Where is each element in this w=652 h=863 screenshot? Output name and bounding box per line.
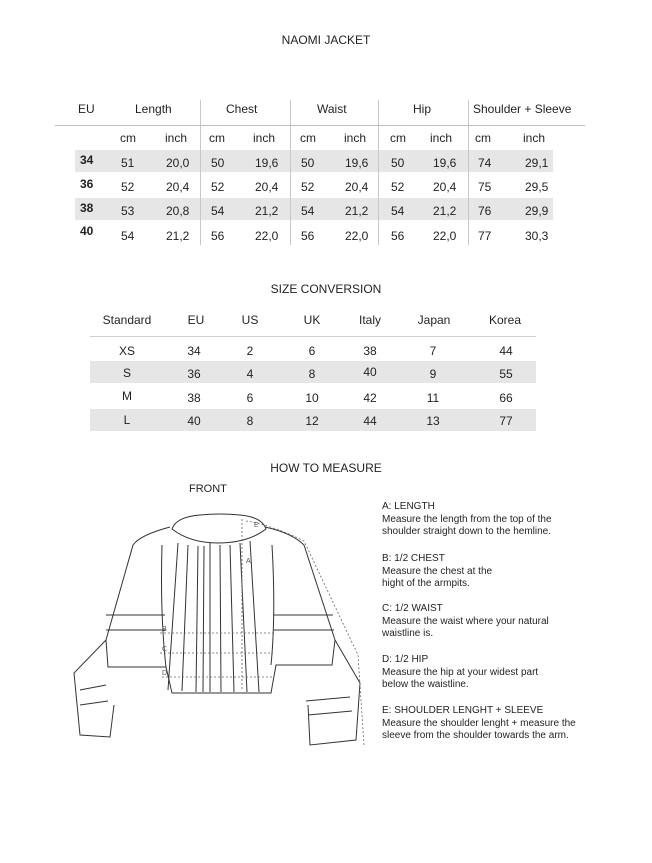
cell: 20,4 (345, 180, 369, 194)
cell: 19,6 (345, 156, 369, 170)
diagram-label-c: C (162, 646, 168, 653)
cell: 38 (187, 391, 201, 405)
cell: 54 (391, 204, 405, 218)
cell: 6 (308, 344, 316, 358)
cell: 12 (305, 414, 319, 428)
instruction-heading: C: 1/2 WAIST (382, 603, 443, 614)
unit-label: cm (475, 131, 491, 145)
how-to-measure-title: HOW TO MEASURE (270, 461, 382, 475)
cell: 50 (301, 156, 315, 170)
cell: 20,4 (433, 180, 457, 194)
cell: 8 (246, 414, 254, 428)
cell: 22,0 (255, 229, 279, 243)
unit-label: cm (120, 131, 136, 145)
cell: 13 (426, 414, 440, 428)
unit-label: inch (253, 131, 276, 145)
group-length: Length (135, 102, 172, 116)
instruction-text: Measure the length from the top of the shoulder straight down to the hemline. (382, 513, 552, 537)
instruction-heading: D: 1/2 HIP (382, 654, 429, 665)
cell: 76 (478, 204, 492, 218)
cell: 36 (187, 367, 201, 381)
header-eu: EU (78, 102, 95, 116)
unit-label: inch (430, 131, 453, 145)
header-us: US (241, 313, 259, 327)
cell: 19,6 (433, 156, 457, 170)
cell: XS (118, 344, 136, 358)
cell: 52 (211, 180, 225, 194)
cell: 7 (429, 344, 437, 358)
cell: 8 (308, 367, 316, 381)
cell: 54 (301, 204, 315, 218)
instruction-heading: E: SHOULDER LENGHT + SLEEVE (382, 705, 544, 716)
cell: 11 (426, 391, 440, 405)
cell: 42 (363, 391, 377, 405)
cell: 66 (499, 391, 513, 405)
unit-label: cm (390, 131, 406, 145)
cell: 29,5 (525, 180, 549, 194)
cell: 34 (187, 344, 201, 358)
header-italy: Italy (358, 313, 382, 327)
cell: 51 (121, 156, 135, 170)
cell: 19,6 (255, 156, 279, 170)
cell: 56 (391, 229, 405, 243)
cell: 20,4 (255, 180, 279, 194)
jacket-diagram (60, 505, 370, 755)
cell: 20,8 (166, 204, 190, 218)
header-eu: EU (187, 313, 205, 327)
cell: 4 (246, 367, 254, 381)
unit-label: inch (165, 131, 188, 145)
column-separator (200, 100, 201, 245)
cell: 44 (499, 344, 513, 358)
jacket-collar (172, 514, 266, 543)
instruction-hip (382, 654, 550, 692)
cell: 22,0 (433, 229, 457, 243)
unit-label: inch (344, 131, 367, 145)
cell: 53 (121, 204, 135, 218)
cell: 21,2 (255, 204, 279, 218)
front-label: FRONT (189, 483, 227, 495)
cell: 2 (246, 344, 254, 358)
group-hip: Hip (413, 102, 432, 116)
row-eu-size: 38 (80, 201, 94, 215)
cell: 40 (363, 365, 377, 379)
cell: 52 (391, 180, 405, 194)
diagram-label-a: A (246, 558, 251, 565)
instruction-shoulder-sleeve (382, 705, 597, 743)
cell: 56 (301, 229, 315, 243)
row-eu-size: 34 (80, 153, 94, 167)
cell: 38 (363, 344, 377, 358)
cell: 21,2 (345, 204, 369, 218)
header-korea: Korea (488, 313, 522, 327)
instruction-waist (382, 603, 557, 641)
group-chest: Chest (226, 102, 258, 116)
header-divider (90, 336, 536, 337)
cell: M (122, 389, 132, 403)
cell: 29,1 (525, 156, 549, 170)
diagram-label-e: E (254, 522, 259, 529)
row-eu-size: 40 (80, 224, 94, 238)
column-separator (378, 100, 379, 245)
group-waist: Waist (317, 102, 347, 116)
instruction-length (382, 501, 567, 539)
cell: 54 (211, 204, 225, 218)
cell: 50 (391, 156, 405, 170)
cell: L (123, 413, 131, 427)
header-japan: Japan (417, 313, 451, 327)
cell: 20,4 (166, 180, 190, 194)
cell: 77 (478, 229, 492, 243)
size-conversion-title: SIZE CONVERSION (270, 282, 382, 296)
cell: 21,2 (433, 204, 457, 218)
cell: 40 (187, 414, 201, 428)
instruction-heading: B: 1/2 CHEST (382, 553, 445, 564)
unit-label: cm (209, 131, 225, 145)
header-divider (55, 125, 585, 126)
instruction-text: Measure the waist where your natural waistline is. (382, 615, 549, 639)
instruction-chest (382, 553, 502, 591)
page-title: NAOMI JACKET (281, 33, 371, 47)
cell: 22,0 (345, 229, 369, 243)
instruction-heading: A: LENGTH (382, 501, 435, 512)
cell: 52 (301, 180, 315, 194)
cell: 30,3 (525, 229, 549, 243)
row-eu-size: 36 (80, 177, 94, 191)
column-separator (290, 100, 291, 245)
instruction-text: Measure the chest at the hight of the armpits. (382, 565, 493, 589)
cell: 21,2 (166, 229, 190, 243)
unit-label: inch (523, 131, 546, 145)
instruction-text: Measure the shoulder lenght + measure the sleeve from the shoulder towards the arm. (382, 717, 576, 741)
column-separator (468, 100, 469, 245)
instruction-text: Measure the hip at your widest part below the waistline. (382, 666, 539, 690)
group-shoulder-sleeve: Shoulder + Sleeve (473, 102, 572, 116)
cell: 77 (499, 414, 513, 428)
cell: 50 (211, 156, 225, 170)
unit-label: cm (300, 131, 316, 145)
cell: 9 (429, 367, 437, 381)
cell: 44 (363, 414, 377, 428)
cell: 74 (478, 156, 492, 170)
cell: 29,9 (525, 204, 549, 218)
cell: 10 (305, 391, 319, 405)
header-uk: UK (303, 313, 321, 327)
header-standard: Standard (102, 313, 152, 327)
cell: 54 (121, 229, 135, 243)
cell: 6 (246, 391, 254, 405)
cell: 56 (211, 229, 225, 243)
cell: 75 (478, 180, 492, 194)
cell: S (122, 366, 132, 380)
diagram-label-b: B (162, 626, 167, 633)
cell: 52 (121, 180, 135, 194)
diagram-label-d: D (162, 670, 168, 677)
cell: 55 (499, 367, 513, 381)
cell: 20,0 (166, 156, 190, 170)
